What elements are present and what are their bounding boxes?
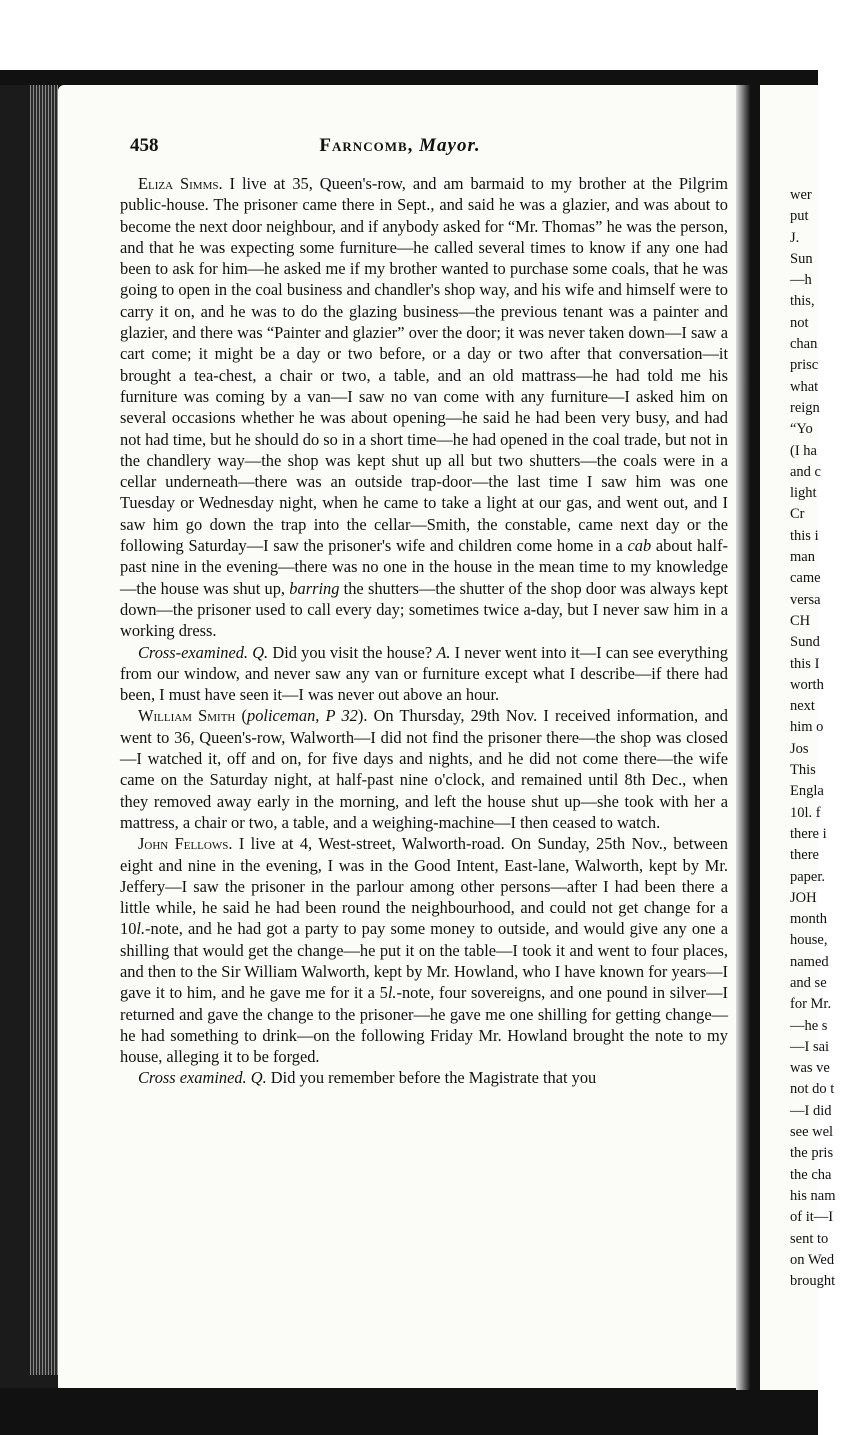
testimony-text: -note, and he had got a party to pay some money to outside, and would give any one a shilling that would get the change—he put it on the table—I took it and went to four places, and then to the Sir William Walworth, kept by Mr. Howland, who I have known for years—I gave it to him, and he gave me for it a 5: [120, 919, 728, 1003]
facing-page-line: house,: [790, 932, 828, 949]
facing-page-line: was ve: [790, 1060, 830, 1077]
facing-page-line: named: [790, 953, 829, 970]
facing-page-line: for Mr.: [790, 996, 832, 1013]
paragraph-eliza-simms: [120, 173, 728, 642]
question-marker: Q.: [250, 1068, 267, 1088]
facing-page-line: the pris: [790, 1145, 834, 1162]
paragraph-cross-examination-2: [120, 1067, 728, 1088]
question-marker: Q.: [252, 642, 269, 662]
testimony-text: I live at 4, West-street, Walworth-road. On Sunday, 25th Nov., between eight and nine in the evening, I was in the Good Intent, East-lane, Walworth, kept by Mr. Jeffery—I saw the prisoner in the parlour among other persons—after I had been there a little while, he said he had been round the neighbourhood, and could not get change for a 10: [120, 834, 728, 939]
facing-page-line: —I sai: [790, 1038, 830, 1055]
testimony-text: Did you visit the house?: [268, 642, 437, 662]
facing-page-line: not do t: [790, 1081, 835, 1098]
paragraph-john-fellows: [120, 833, 728, 1067]
facing-page-line: and c: [790, 463, 821, 480]
testimony-text: Did you remember before the Magistrate that you: [266, 1068, 597, 1088]
facing-page-line: chan: [790, 336, 818, 353]
running-head-name: Farncomb,: [319, 135, 414, 156]
facing-page-line: CH: [790, 612, 811, 629]
currency-unit: l.: [387, 983, 397, 1003]
running-head-title: Mayor.: [419, 135, 481, 156]
facing-page-line: Jos: [790, 740, 809, 757]
facing-page-line: Engla: [790, 783, 824, 800]
facing-page-line: there: [790, 847, 819, 864]
speaker-role: policeman, P 32: [247, 706, 358, 726]
facing-page-line: him o: [790, 719, 824, 736]
testimony-text: I live at 35, Queen's-row, and am barmaid to my brother at the Pilgrim public-house. The prisoner came there in Sept., and said he was a glazier, and was about to become the next door neighbour, and if anybody asked for “Mr. Thomas” he was the person, and that he was expecting some furniture—he called several times to know if any one had been to ask for him—he asked me if my brother wanted to purchase some coals, that he was going to open in the coal business and chandler's shop way, and his wife and himself were to carry it on, and he was to do the glazing business—the previous tenant was a painter and glazier, and there was “Painter and glazier” over the door; it was never taken down—I saw a cart come; it might be a day or two before, or a day or two after that conversation—it brought a tea-chest, a chair or two, a table, and an old mattrass—he had told me his furniture was coming by a van—I saw no van come with any furniture—I asked him on several occasions whether he was about opening—he said he had been very busy, and had not had time, but he should do so in a short time—he had opened in the coal trade, but not in the chandlery way—the shop was kept shut up all but two shutters—the coals were in a cellar underneath—there was an outside trap-door—the last time I saw him was one Tuesday or Wednesday night, when he came to take a light at our gas, and went out, and I saw him go down the trap into the cellar—Smith, the constable, came next day or the following Saturday—I saw the prisoner's wife and children come home in a: [120, 174, 729, 556]
paragraph-cross-examination: [120, 642, 728, 706]
facing-page-line: on Wed: [790, 1251, 835, 1268]
facing-page-line: this i: [790, 527, 819, 544]
answer-marker: A.: [436, 642, 451, 662]
currency-unit: l.: [136, 919, 146, 939]
facing-page-line: J.: [790, 229, 800, 246]
scan-bottom-border: [0, 1388, 818, 1435]
facing-page-line: This: [790, 762, 816, 779]
facing-page-line: Sund: [790, 634, 820, 651]
facing-page-line: this,: [790, 293, 815, 310]
facing-page-line: brought: [790, 1273, 836, 1290]
facing-page-line: month: [790, 911, 828, 928]
facing-page-line: —I did: [790, 1102, 832, 1119]
speaker-name: William Smith: [138, 706, 236, 726]
facing-page-line: —h: [790, 272, 812, 289]
facing-page-line: the cha: [790, 1166, 832, 1183]
facing-page-line: man: [790, 549, 815, 566]
page-header: [130, 135, 670, 163]
testimony-text: about half-past nine in the evening—there was no one in the house in the mean time to my knowledge—the house was shut up,: [120, 536, 728, 598]
facing-page-line: worth: [790, 676, 824, 693]
facing-page-line: “Yo: [790, 421, 813, 438]
facing-page-line: came: [790, 570, 821, 587]
facing-page-line: sent to: [790, 1230, 829, 1247]
page-body: [120, 173, 728, 1089]
facing-page-line: (I ha: [790, 442, 817, 459]
facing-page-line: put: [790, 208, 809, 225]
facing-page-line: next: [790, 698, 815, 715]
facing-page-line: reign: [790, 399, 820, 416]
page-number: 458: [130, 135, 159, 156]
paragraph-william-smith: William Smith (policeman, P 32). On Thursday, 29th Nov. I received information, and went to 36, Queen's-row, Walworth—I did not find the prisoner there—the shop was closed—I watched it, off and on, for five days and nights, and he did not come there—the wife came on the Saturday night, at half-past nine o'clock, and remained until 8th Dec., when they removed away early in the morning, and left the house shut up—she took with her a mattress, a chair or two, a table, and a weighing-machine—I then ceased to watch.: [120, 706, 728, 832]
facing-page-line: what: [790, 378, 819, 395]
facing-page-line: not: [790, 314, 809, 331]
cross-examined-label: Cross examined.: [138, 1068, 247, 1088]
facing-page-line: light: [790, 485, 817, 502]
testimony-text: I never went into it—I can see everything from our window, and never saw any van or furniture except what I describe—if there had been, I must have seen it—I was never out above an hour.: [120, 642, 728, 705]
speaker-name: Eliza Simms.: [138, 174, 223, 193]
facing-page: [760, 85, 836, 1390]
facing-page-line: JOH: [790, 889, 817, 906]
facing-page-line: there i: [790, 825, 827, 842]
running-head: [130, 135, 670, 157]
facing-page-line: —he s: [790, 1017, 828, 1034]
speaker-name: John Fellows.: [138, 834, 233, 854]
facing-page-line: Cr: [790, 506, 805, 523]
cross-examined-label: Cross-examined.: [138, 642, 249, 662]
facing-page-line: this I: [790, 655, 820, 672]
facing-page-line: see wel: [790, 1124, 834, 1141]
book-page: [58, 85, 738, 1388]
facing-page-line: Sun: [790, 250, 813, 267]
testimony-text: -note, four sovereigns, and one pound in silver—I returned and gave the change to the prisoner—he gave me one shilling for getting change—he had something to drink—on the following Friday Mr. Howland brought the note to my house, alleging it to be forged.: [120, 983, 728, 1067]
book-page-edges: [30, 85, 58, 1375]
facing-page-line: paper.: [790, 868, 826, 885]
facing-page-line: and se: [790, 974, 827, 991]
facing-page-line: versa: [790, 591, 821, 608]
facing-page-line: wer: [790, 187, 812, 203]
facing-page-line: his nam: [790, 1187, 836, 1204]
facing-page-line: of it—I: [790, 1209, 834, 1226]
testimony-text: . On Thursday, 29th Nov. I received information, and went to 36, Queen's-row, Walworth—I did not find the prisoner there—the shop was closed—I watched it, off and on, for five days and nights, and he did not come there—the wife came on the Saturday night, at half-past nine o'clock, and remained until 8th Dec., when they removed away early in the morning, and left the house shut up—she took with her a mattress, a chair or two, a table, and a weighing-machine—I then ceased to watch.: [120, 706, 728, 832]
facing-page-text: [790, 185, 850, 1292]
italic-word: cab: [627, 536, 652, 556]
testimony-text: the shutters—the shutter of the shop door was always kept down—the prisoner used to call every day; sometimes twice a-day, but I never saw him in a working dress.: [120, 578, 728, 641]
facing-page-line: prisc: [790, 357, 819, 374]
facing-page-line: 10l. f: [790, 804, 821, 821]
book-gutter: [736, 85, 760, 1390]
scan-top-margin: [0, 0, 818, 80]
italic-word: barring: [289, 578, 340, 598]
